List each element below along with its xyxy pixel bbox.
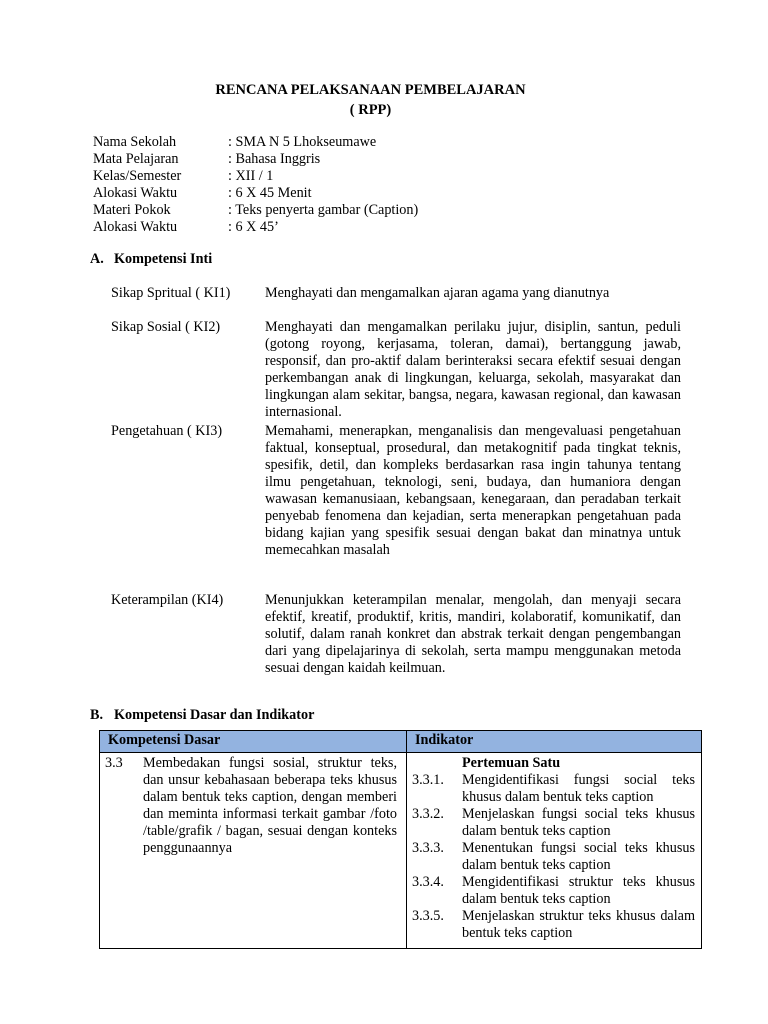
indicator-item — [412, 874, 695, 908]
table-row — [100, 753, 702, 949]
indicator-number: 3.3.5. — [412, 908, 444, 924]
ki-row-ki3 — [111, 423, 681, 559]
section-a-number: A. — [90, 251, 104, 267]
identity-label: Mata Pelajaran — [93, 151, 179, 167]
section-a-title: Kompetensi Inti — [114, 251, 213, 267]
indicator-item — [412, 840, 695, 874]
ki-row-ki4 — [111, 592, 681, 677]
indicator-number: 3.3.1. — [412, 772, 444, 788]
ki-label: Keterampilan (KI4) — [111, 592, 224, 608]
identity-row — [93, 134, 418, 151]
kd-cell — [100, 753, 407, 949]
indicator-text: Menjelaskan fungsi social teks khusus dalam bentuk teks caption — [462, 806, 695, 839]
indicator-text: Menentukan fungsi social teks khusus dalam bentuk teks caption — [462, 840, 695, 873]
identity-row — [93, 168, 418, 185]
section-b-heading — [90, 707, 314, 724]
section-b-number: B. — [90, 707, 104, 723]
identity-label: Nama Sekolah — [93, 134, 177, 150]
ki-text: Menunjukkan keterampilan menalar, mengolah, dan menyaji secara efektif, kreatif, produktif, kritis, mandiri, kolaboratif, komunikatif, dan solutif, dalam ranah konkret dan abstrak terkait dengan pengembangan dari yang dipelajarinya di sekolah, serta mampu menggunakan metoda sesuai dengan kaidah keilmuan. — [265, 592, 681, 676]
indicator-number: 3.3.4. — [412, 874, 444, 890]
identity-label: Alokasi Waktu — [93, 219, 178, 235]
ki-label: Sikap Spritual ( KI1) — [111, 285, 231, 301]
identity-value: : 6 X 45 Menit — [228, 185, 312, 201]
header-indikator: Indikator — [407, 731, 702, 753]
ki-text: Menghayati dan mengamalkan perilaku jujur, disiplin, santun, peduli (gotong royong, kerjasama, toleran, damai), bertanggung jawab, responsif, dan pro-aktif dalam berinteraksi secara efektif sesuai dengan perkembangan anak di lingkungan, keluarga, sekolah, masyarakat dan lingkungan alam sekitar, bangsa, negara, kawasan regional, dan kawasan internasional. — [265, 319, 681, 420]
title-line-1: RENCANA PELAKSANAAN PEMBELAJARAN — [215, 82, 526, 98]
ki-label: Sikap Sosial ( KI2) — [111, 319, 221, 335]
meeting-heading: Pertemuan Satu — [462, 755, 561, 771]
kd-text: Membedakan fungsi sosial, struktur teks, dan unsur kebahasaan beberapa teks khusus dalam bentuk teks caption, dengan memberi dan meminta informasi terkait gambar /foto /table/grafik / bagan, sesuai dengan konteks penggunaannya — [143, 755, 397, 856]
indicator-number: 3.3.2. — [412, 806, 444, 822]
identity-label: Kelas/Semester — [93, 168, 182, 184]
document-title — [0, 80, 768, 120]
identity-value: : XII / 1 — [228, 168, 274, 184]
section-a-heading — [90, 251, 212, 268]
header-kompetensi-dasar: Kompetensi Dasar — [100, 731, 407, 753]
title-line-2: ( RPP) — [349, 102, 392, 118]
indicator-number: 3.3.3. — [412, 840, 444, 856]
identity-value: : Teks penyerta gambar (Caption) — [228, 202, 419, 218]
indicator-item — [412, 772, 695, 806]
identity-block — [93, 134, 418, 236]
identity-row — [93, 151, 418, 168]
indicator-item — [412, 908, 695, 942]
identity-label: Materi Pokok — [93, 202, 171, 218]
identity-row — [93, 202, 418, 219]
kd-indicator-table — [99, 730, 702, 949]
identity-row — [93, 185, 418, 202]
indicator-cell — [407, 753, 702, 949]
indicator-text: Mengidentifikasi struktur teks khusus dalam bentuk teks caption — [462, 874, 695, 907]
identity-value: : Bahasa Inggris — [228, 151, 321, 167]
indicator-item — [412, 806, 695, 840]
kd-number: 3.3 — [105, 755, 123, 771]
ki-text: Memahami, menerapkan, menganalisis dan mengevaluasi pengetahuan faktual, konseptual, prosedural, dan metakognitif pada tingkat teknis, spesifik, detil, dan kompleks berdasarkan rasa ingin tahunya tentang ilmu pengetahuan, teknologi, seni, budaya, dan humaniora dengan wawasan kemanusiaan, kebangsaan, kenegaraan, dan peradaban terkait penyebab fenomena dan kejadian, serta menerapkan pengetahuan pada bidang kajian yang spesifik sesuai dengan bakat dan minatnya untuk memecahkan masalah — [265, 423, 681, 558]
ki-row-ki2 — [111, 319, 681, 421]
ki-text: Menghayati dan mengamalkan ajaran agama yang dianutnya — [265, 285, 610, 301]
table-header-row — [100, 731, 702, 753]
indicator-text: Menjelaskan struktur teks khusus dalam bentuk teks caption — [462, 908, 695, 941]
ki-row-ki1 — [111, 285, 681, 302]
identity-value: : 6 X 45’ — [228, 219, 279, 235]
identity-row — [93, 219, 418, 236]
indicator-text: Mengidentifikasi fungsi social teks khusus dalam bentuk teks caption — [462, 772, 695, 805]
identity-label: Alokasi Waktu — [93, 185, 178, 201]
ki-label: Pengetahuan ( KI3) — [111, 423, 223, 439]
section-b-title: Kompetensi Dasar dan Indikator — [114, 707, 315, 723]
identity-value: : SMA N 5 Lhokseumawe — [228, 134, 377, 150]
